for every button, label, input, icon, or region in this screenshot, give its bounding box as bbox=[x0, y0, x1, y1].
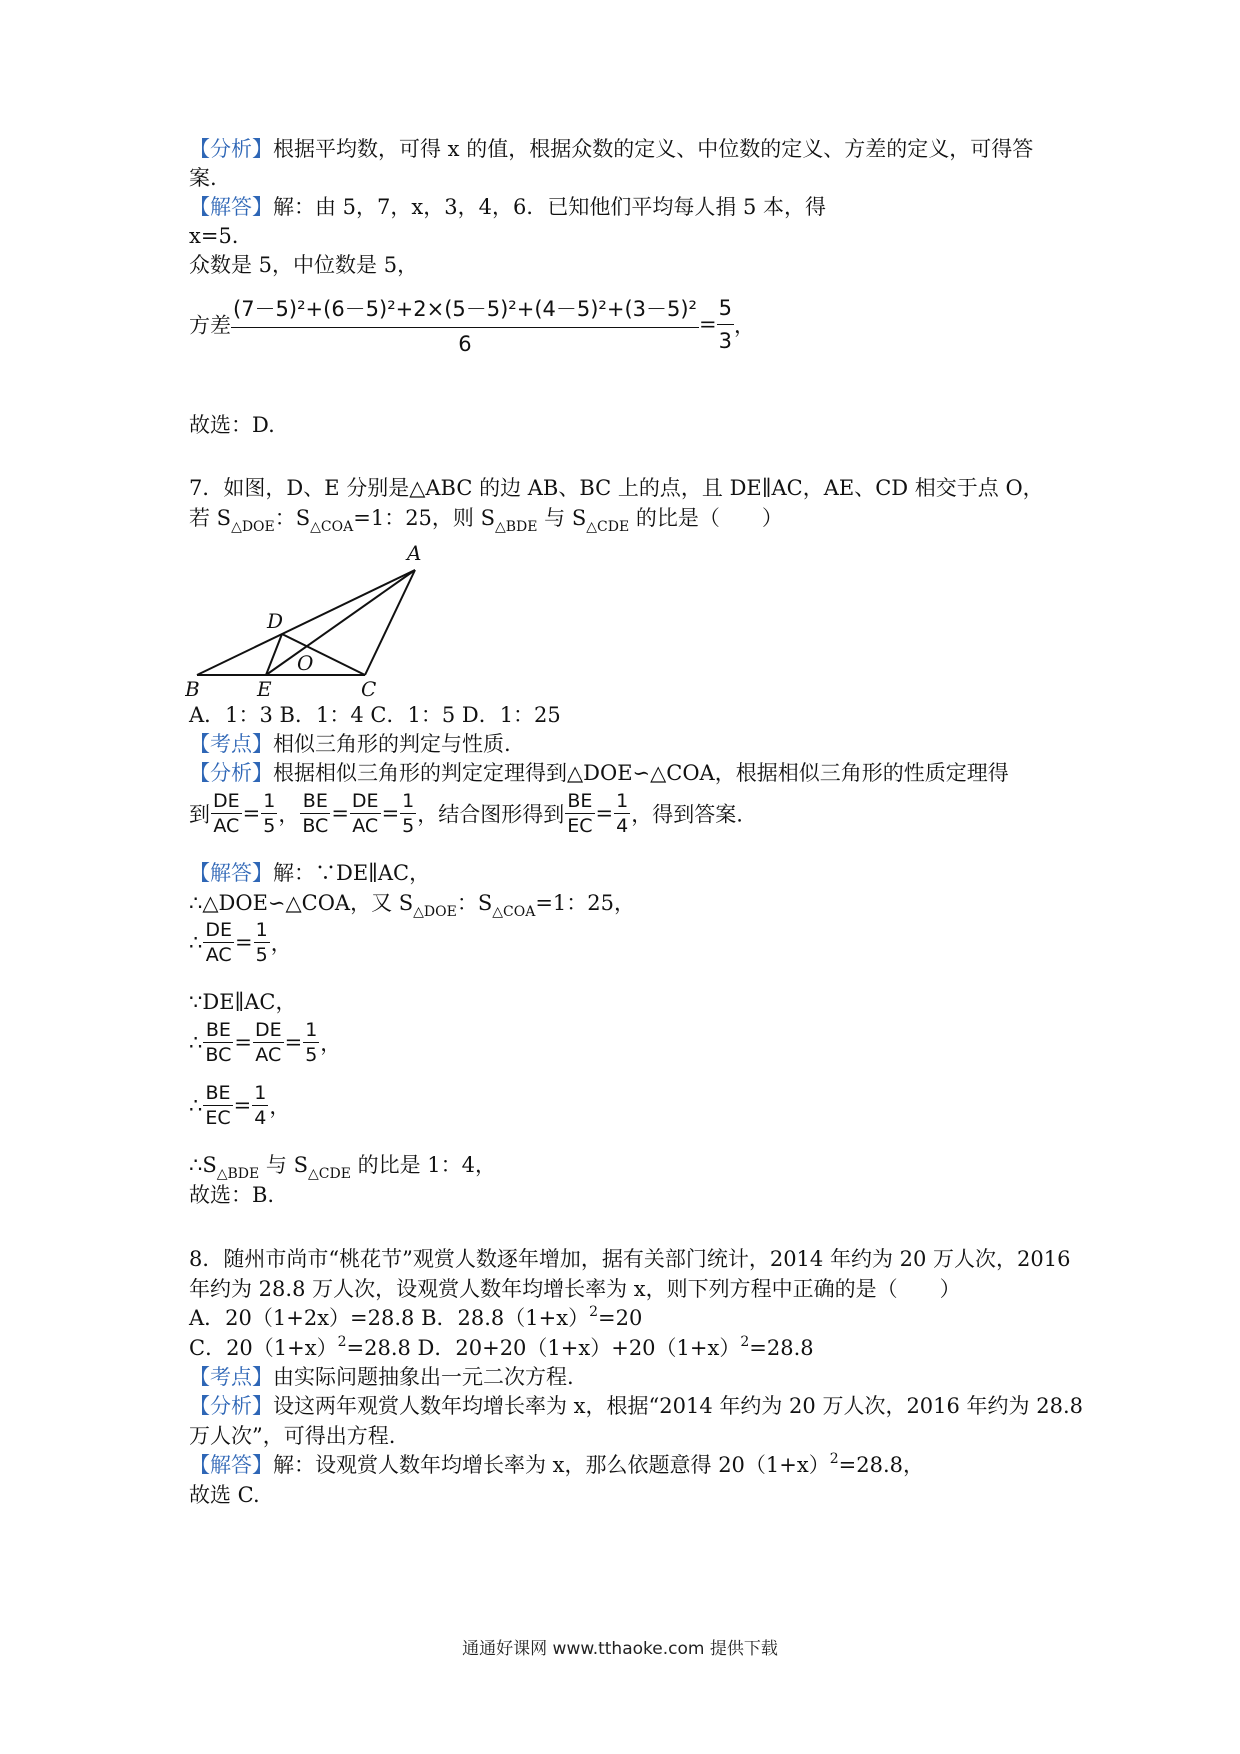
variance-fraction: $\frac{\text{(7－5)²+(6－5)²+2×(5－5)²+(4－5)²+(3－5)²}}{6}$ bbox=[231, 293, 699, 356]
q8-options-line-2: C．$20(1+x)^2=28.8$ D．$20+20(1+x)+20(1+x)^2=28.8$ bbox=[189, 1334, 814, 1360]
q7-answer-frac-3: ∴ $\frac{BE}{EC}$ = $\frac{1}{4}$ ， bbox=[189, 1082, 291, 1129]
q8-point: 【考点】由实际问题抽象出一元二次方程. bbox=[189, 1365, 574, 1389]
answer-tag: 【解答】 bbox=[189, 195, 273, 219]
point-tag: 【考点】 bbox=[189, 1365, 273, 1389]
q7-analysis-line-1: 【分析】根据相似三角形的判定定理得到△DOE∽△COA，根据相似三角形的性质定理得 bbox=[189, 761, 1009, 785]
q7-options: A．1：3 B．1：4 C．1：5 D．1：25 bbox=[189, 703, 561, 727]
answer-tag: 【解答】 bbox=[189, 861, 273, 885]
q8-choice: 故选 C. bbox=[189, 1483, 260, 1507]
label-A: A bbox=[407, 541, 422, 565]
q8-options-line-1: A．20（1+2x）=28.8 B．$28.8(1+x)^2=20$ bbox=[189, 1304, 643, 1330]
q8-analysis-line-1: 【分析】设这两年观赏人数年均增长率为 x，根据“2014 年约为 20 万人次，2016 年约为 28.8 bbox=[189, 1394, 1083, 1418]
q7-because-line: ∵DE∥AC， bbox=[189, 990, 297, 1014]
q6-answer-line-3: 众数是 5，中位数是 5， bbox=[189, 253, 419, 277]
triangle-figure bbox=[185, 540, 430, 700]
label-E: E bbox=[257, 677, 272, 700]
label-O: O bbox=[297, 651, 314, 675]
q7-answer-frac-1: ∴ $\frac{DE}{AC}$ = $\frac{1}{5}$ ， bbox=[189, 919, 292, 966]
analysis-tag: 【分析】 bbox=[189, 137, 273, 161]
q7-stem-line-2: 若 $S_{\triangle DOE}$：$S_{\triangle COA}=1$：25，则 $S_{\triangle BDE}$ 与 $S_{\triangle CDE}$ 的比是（ ） bbox=[189, 506, 783, 535]
point-tag: 【考点】 bbox=[189, 732, 273, 756]
q8-answer-line-1: 【解答】解：设观赏人数年均增长率为 x，那么依题意得 $20(1+x)^2=28.8$， bbox=[189, 1451, 924, 1477]
label-C: C bbox=[361, 677, 377, 700]
analysis-tag: 【分析】 bbox=[189, 1394, 273, 1418]
q7-analysis-line-2: 到 $\frac{DE}{AC}$ = $\frac{1}{5}$ ， $\frac{BE}{BC}$ = $\frac{DE}{AC}$ = $\frac{1}{5}$ ，结合图形得到 $\frac{BE}{EC}$ = $\frac{1}{4}$ ，得到答案. bbox=[189, 790, 743, 837]
q6-answer-line-1: 【解答】解：由 5，7，x，3，4，6．已知他们平均每人捐 5 本，得 bbox=[189, 195, 827, 219]
segment-CA bbox=[365, 570, 415, 675]
q7-choice: 故选：B. bbox=[189, 1183, 275, 1207]
q7-stem-line-1: 7．如图，D、E 分别是△ABC 的边 AB、BC 上的点，且 DE∥AC，AE、CD 相交于点 O， bbox=[189, 476, 1044, 500]
q8-analysis-line-2: 万人次”，可得出方程. bbox=[189, 1424, 396, 1448]
variance-formula: 方差 $\frac{\text{(7－5)²+(6－5)²+2×(5－5)²+(4－5)²+(3－5)²}}{6}$ = $\frac{5}{3}$ ， bbox=[189, 293, 755, 356]
label-B: B bbox=[185, 677, 200, 700]
q6-analysis-line-2: 案. bbox=[189, 166, 217, 190]
q7-answer-frac-2: ∴ $\frac{BE}{BC}$ = $\frac{DE}{AC}$ = $\frac{1}{5}$ ， bbox=[189, 1019, 342, 1066]
q7-point: 【考点】相似三角形的判定与性质. bbox=[189, 732, 511, 756]
q7-answer-line-1: 【解答】解：∵DE∥AC， bbox=[189, 861, 431, 885]
label-D: D bbox=[267, 609, 284, 633]
variance-result: $\frac{5}{3}$ bbox=[718, 296, 732, 353]
q8-stem-line-1: 8．随州市尚市“桃花节”观赏人数逐年增加，据有关部门统计，2014 年约为 20 万人次，2016 bbox=[189, 1247, 1071, 1271]
q6-answer-line-2: x=5. bbox=[189, 224, 239, 248]
answer-tag: 【解答】 bbox=[189, 1453, 273, 1477]
q7-conclusion: $\therefore S_{\triangle BDE}$ 与 $S_{\triangle CDE}$ 的比是 1：4， bbox=[189, 1153, 497, 1182]
q8-stem-line-2: 年约为 28.8 万人次，设观赏人数年均增长率为 x，则下列方程中正确的是（ ） bbox=[189, 1277, 961, 1301]
q7-answer-line-2: ∴△DOE∽△COA，又 $S_{\triangle DOE}$：$S_{\triangle COA}=1$：25， bbox=[189, 891, 636, 920]
analysis-tag: 【分析】 bbox=[189, 761, 273, 785]
page-footer: 通通好课网 www.tthaoke.com 提供下载 bbox=[462, 1639, 778, 1659]
segment-AE bbox=[266, 570, 415, 675]
q6-analysis-line-1: 【分析】根据平均数，可得 x 的值，根据众数的定义、中位数的定义、方差的定义，可得答 bbox=[189, 137, 1034, 161]
q6-choice: 故选：D. bbox=[189, 413, 275, 437]
